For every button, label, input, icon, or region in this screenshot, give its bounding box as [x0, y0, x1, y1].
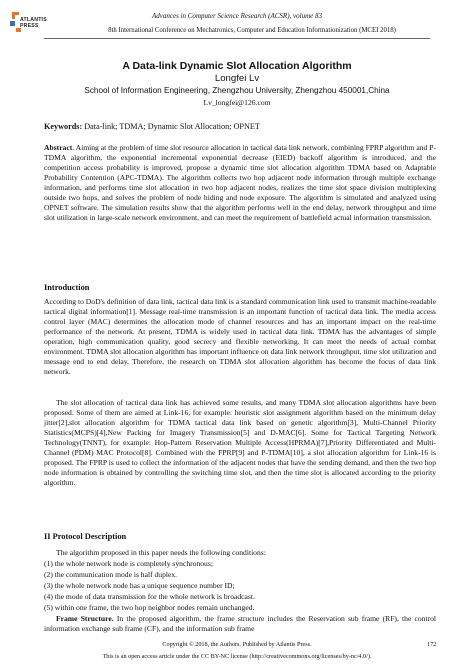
introduction-heading: Introduction: [44, 283, 90, 292]
header-rule: [44, 38, 430, 39]
condition-item: (1) the whole network node is completely synchronous;: [44, 559, 213, 568]
abstract-text: . Aiming at the problem of time slot resource allocation in tactical data link network, combining FPRP algorithm and P-TDMA algorithm, the exponential incremental exponential decrease (EIED) backoff algorithm is introduced, and the competition access probability is improved, propose a dynamic time slot allocation algorithm TDMA based on Adaptable Probability Contention (APC-TDMA). The algorithm collects two hop adjacent node information through multiple exchange information, and performs time slot allocation in two hop adjacent nodes, realizes the time slot space division multiplexing outside two hops, and solves the problem of node hiding and node exposure. The algorithm is simulated and analyzed using OPNET software. The simulation results show that the algorithm performs well in the end delay, network throughput and time slot utilization in large-scale network environment, and can meet the requirement of battlefield actual information transmission.: [44, 143, 436, 223]
abstract-label: Abstract: [44, 143, 73, 152]
condition-item: (5) within one frame, the two hop neighbor nodes remain unchanged.: [44, 603, 255, 612]
publisher-line-2: PRESS: [20, 23, 39, 29]
paper-author: Longfei Lv: [214, 73, 260, 84]
page-number: 172: [427, 641, 437, 648]
publisher-line-1: ATLANTIS: [20, 17, 47, 23]
protocol-heading: II Protocol Description: [44, 532, 127, 541]
abstract-paragraph: [44, 143, 436, 223]
keywords-line: [44, 122, 436, 131]
frame-structure-paragraph: [44, 614, 436, 634]
keywords-label: Keywords:: [44, 122, 83, 131]
frame-structure-label: Frame Structure.: [56, 614, 114, 623]
open-access-notice: This is an open access article under the CC BY-NC license (http://creativecommons.org/licenses/by-nc/4.0/).: [102, 653, 372, 660]
condition-item: (4) the mode of data transmission for the whole network is broadcast.: [44, 592, 255, 601]
condition-item: (2) the communication mode is half duplex.: [44, 570, 178, 579]
author-email[interactable]: Lv_longfei@126.com: [203, 98, 271, 107]
journal-header: Advances in Computer Science Research (ACSR), volume 83: [151, 12, 323, 20]
frame-structure-text: In the proposed algorithm, the frame structure includes the Reservation sub frame (RF), the control information exchange sub frame (CF), and the information sub frame: [44, 614, 437, 634]
introduction-paragraph-2: The slot allocation of tactical data link has achieved some results, and many TDMA slot allocation algorithms have been proposed. Some of them are aimed at Link-16, for example: heuristic slot assignment algorithm based on the minimum delay jitter[2],slot allocation algorithm for TDMA tactical data link based on genetic algorithm[3], Multi-Channel Priority Statistics(MCPS)[4],New Packing for Imagery Transmission[5] and D-MAC[6]. Some for Tactical Targeting Network Technology(TNNT), for example: Hop-Pattern Reservation Multiple Access(HPRMA)[7],Priority Differentiated and Multi-Channel (PDM) MAC Protocol[8]. Combined with the FPRP[9] and P-TDMA[10], a slot allocation algorithm for Link-16 is proposed. The FPRP is used to collect the information of the adjacent nodes that have the sending demand, and then the two hop node information is obtained by controlling the switching time slot, and then the time slot is allocated according to the priority algorithm.: [44, 398, 436, 488]
paper-title: A Data-link Dynamic Slot Allocation Algorithm: [122, 60, 352, 72]
conference-header: 8th International Conference on Mechatronics, Computer and Education Informationization (MCEI 2018): [108, 27, 396, 34]
keywords-text: Data-link; TDMA; Dynamic Slot Allocation; OPNET: [82, 122, 260, 131]
condition-item: (3) the whole network node has a unique sequence number ID;: [44, 581, 235, 590]
protocol-intro: The algorithm proposed in this paper needs the following conditions:: [56, 548, 266, 557]
author-affiliation: School of Information Engineering, Zhengzhou University, Zhengzhou 450001,China: [84, 86, 390, 95]
introduction-paragraph-1: According to DoD's definition of data link, tactical data link is a standard communication link used to transmit machine-readable tactical digital information[1]. Message real-time transmission is an important function of tactical data link. The media access control layer (MAC) determines the allocation mode of channel resources and has an important impact on the real-time performance of the network. At present, TDMA is widely used in tactical data link. TDMA has the advantages of simple operation, high communication quality, good secrecy and flexible networking. It can meet the needs of actual combat environment. TDMA slot allocation algorithm has important influence on data link network throughput, time slot utilization and message end to end delay. Therefore, the research on TDMA slot allocation algorithm has become the focus of data link network.: [44, 297, 436, 377]
copyright-notice: Copyright © 2018, the Authors. Published by Atlantis Press.: [162, 641, 312, 648]
